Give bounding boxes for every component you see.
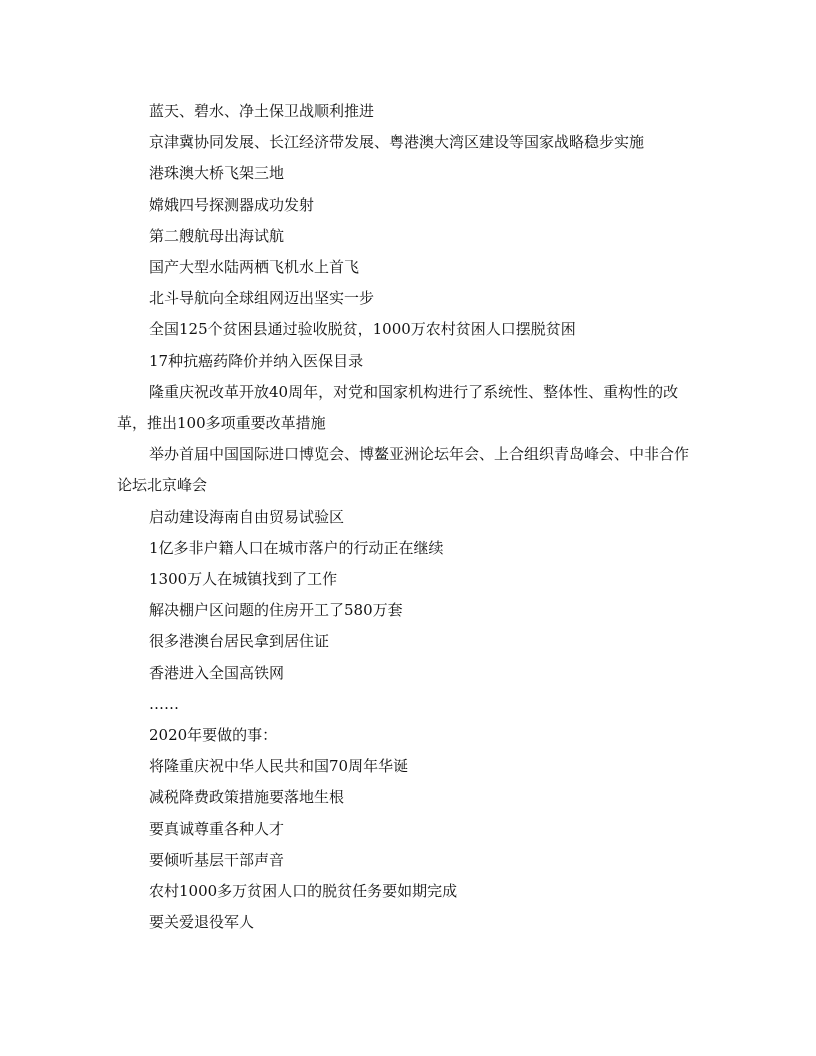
paragraph-carrier: 第二艘航母出海试航	[149, 226, 285, 245]
paragraph-tax-cuts: 减税降费政策措施要落地生根	[149, 788, 345, 807]
paragraph-2020-heading: 2020年要做的事：	[149, 726, 278, 745]
paragraph-change4: 嫦娥四号探测器成功发射	[149, 195, 315, 214]
paragraph-summits: 举办首届中国国际进口博览会、博鳌亚洲论坛年会、上合组织青岛峰会、中非合作论坛北京峰会	[117, 445, 690, 495]
paragraph-shantytown: 解决棚户区问题的住房开工了580万套	[149, 601, 403, 620]
paragraph-hk-rail: 香港进入全国高铁网	[149, 663, 285, 682]
paragraph-jobs: 1300万人在城镇找到了工作	[149, 570, 338, 589]
paragraph-urban-residency: 1亿多非户籍人口在城市落户的行动正在继续	[149, 538, 444, 557]
paragraph-hzmb-bridge: 港珠澳大桥飞架三地	[149, 164, 285, 183]
paragraph-veterans: 要关爱退役军人	[149, 913, 255, 932]
paragraph-cancer-drugs: 17种抗癌药降价并纳入医保目录	[149, 351, 364, 370]
document-body	[117, 96, 699, 938]
paragraph-residence-permits: 很多港澳台居民拿到居住证	[149, 632, 330, 651]
paragraph-ellipsis: ……	[149, 694, 179, 713]
paragraph-grassroots: 要倾听基层干部声音	[149, 850, 285, 869]
paragraph-blue-sky: 蓝天、碧水、净土保卫战顺利推进	[149, 102, 375, 120]
paragraph-rural-poverty: 农村1000多万贫困人口的脱贫任务要如期完成	[149, 882, 458, 901]
paragraph-hainan-ftz: 启动建设海南自由贸易试验区	[149, 507, 345, 526]
paragraph-beidou: 北斗导航向全球组网迈出坚实一步	[149, 289, 375, 308]
paragraph-poverty-counties: 全国125个贫困县通过验收脱贫，1000万农村贫困人口摆脱贫困	[149, 320, 576, 339]
paragraph-amphibious-plane: 国产大型水陆两栖飞机水上首飞	[149, 258, 360, 277]
paragraph-regional-strategy: 京津冀协同发展、长江经济带发展、粤港澳大湾区建设等国家战略稳步实施	[149, 133, 645, 152]
paragraph-reform-anniversary: 隆重庆祝改革开放40周年，对党和国家机构进行了系统性、整体性、重构性的改革，推出100多项重要改革措施	[117, 382, 679, 433]
paragraph-talent: 要真诚尊重各种人才	[149, 819, 285, 838]
paragraph-70th-anniversary: 将隆重庆祝中华人民共和国70周年华诞	[149, 757, 409, 776]
